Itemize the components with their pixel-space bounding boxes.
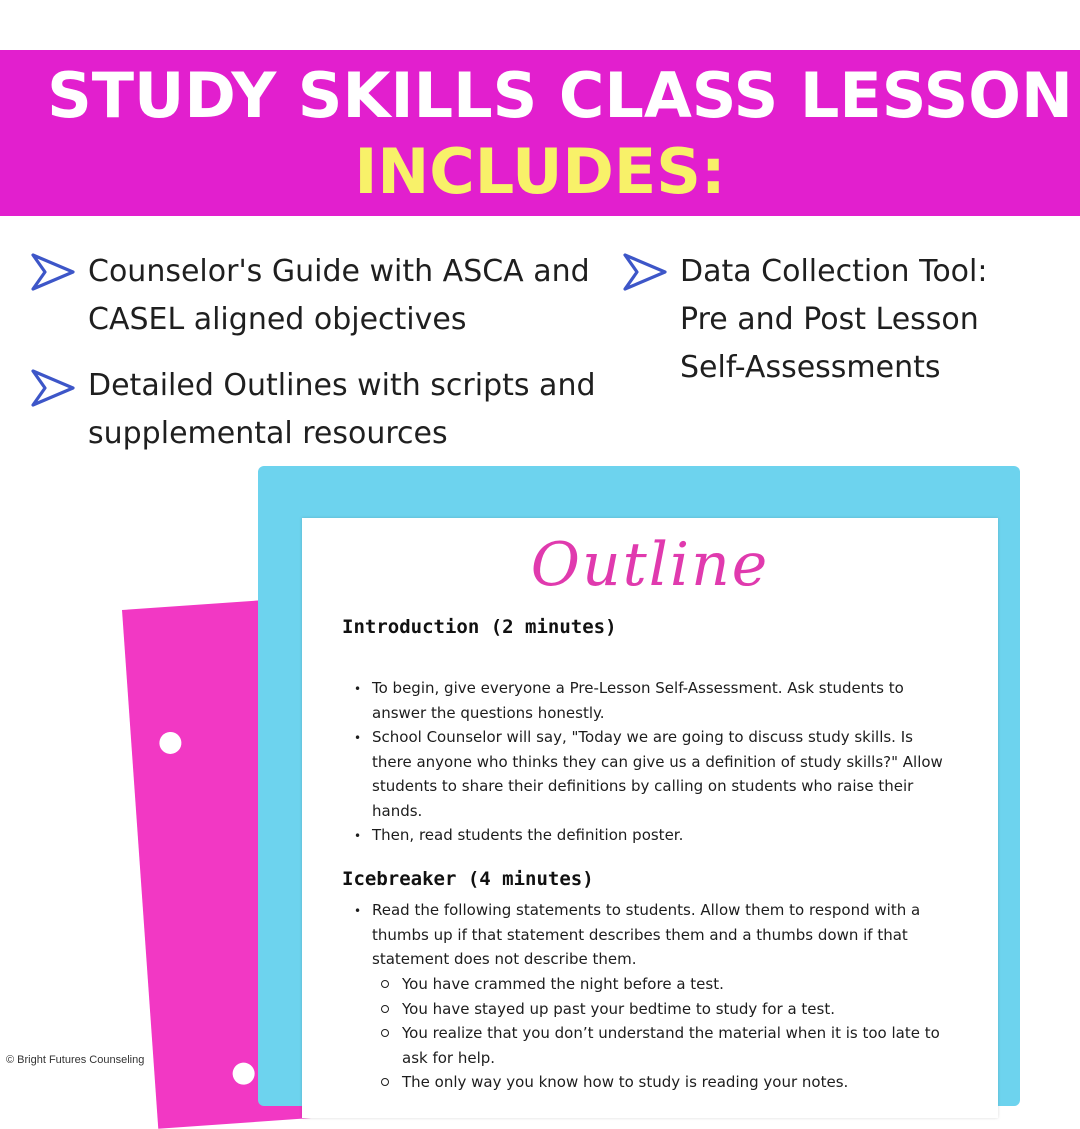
bullet-dot: • — [354, 731, 362, 745]
sub-bullet-circle — [381, 1029, 389, 1037]
binder-hole — [159, 731, 182, 754]
outline-document — [302, 518, 998, 1118]
chevron-arrow-icon — [622, 252, 668, 292]
doc-line: hands. — [372, 801, 423, 820]
feature-line: Self-Assessments — [680, 350, 941, 385]
section-heading-introduction: Introduction (2 minutes) — [342, 616, 617, 638]
sub-list-item — [402, 997, 835, 1022]
feature-line: Pre and Post Lesson — [680, 302, 979, 337]
list-item — [372, 823, 683, 848]
feature-line: Detailed Outlines with scripts and — [88, 368, 596, 403]
bullet-dot: • — [354, 904, 362, 918]
title-banner — [0, 50, 1080, 216]
bullet-dot: • — [354, 829, 362, 843]
feature-line: supplemental resources — [88, 416, 448, 451]
list-item — [372, 676, 904, 725]
doc-line: students to share their definitions by calling on students who raise their — [372, 777, 914, 795]
section-heading-icebreaker: Icebreaker (4 minutes) — [342, 868, 594, 890]
list-item — [372, 898, 920, 972]
document-title: Outline — [530, 530, 770, 600]
doc-line: To begin, give everyone a Pre-Lesson Self-Assessment. Ask students to — [372, 679, 904, 697]
feature-item-detailed-outlines — [88, 362, 596, 458]
feature-line: Counselor's Guide with ASCA and — [88, 254, 590, 289]
sub-list-item — [402, 1021, 940, 1070]
banner-title-line1: STUDY SKILLS CLASS LESSON — [47, 59, 1073, 132]
feature-line: CASEL aligned objectives — [88, 302, 467, 337]
doc-line: thumbs up if that statement describes them and a thumbs down if that — [372, 925, 908, 944]
sub-list-item — [402, 972, 724, 997]
doc-line: You realize that you don’t understand the material when it is too late to — [402, 1024, 940, 1042]
sub-bullet-circle — [381, 980, 389, 988]
feature-item-data-collection — [680, 248, 987, 392]
list-item — [372, 725, 943, 823]
doc-line: Then, read students the definition poster. — [372, 826, 684, 844]
doc-line: School Counselor will say, "Today we are going to discuss study skills. Is — [372, 728, 913, 746]
doc-line: You have crammed the night before a test. — [402, 975, 724, 993]
feature-item-counselors-guide — [88, 248, 590, 344]
chevron-arrow-icon — [30, 252, 76, 292]
doc-line: there anyone who thinks they can give us a definition of study skills?" Allow — [372, 752, 943, 771]
feature-line: Data Collection Tool: — [680, 254, 988, 289]
sub-list-item — [402, 1070, 848, 1095]
doc-line: Read the following statements to students. Allow them to respond with a — [372, 901, 921, 919]
doc-line: statement does not describe them. — [372, 950, 637, 968]
binder-hole — [232, 1062, 255, 1085]
doc-line: ask for help. — [402, 1048, 496, 1067]
doc-line: The only way you know how to study is reading your notes. — [402, 1073, 849, 1091]
doc-line: answer the questions honestly. — [372, 703, 605, 722]
bullet-dot: • — [354, 682, 362, 696]
doc-line: You have stayed up past your bedtime to study for a test. — [402, 1000, 836, 1018]
chevron-arrow-icon — [30, 368, 76, 408]
banner-title-line2: INCLUDES: — [354, 135, 726, 208]
sub-bullet-circle — [381, 1005, 389, 1013]
sub-bullet-circle — [381, 1078, 389, 1086]
copyright-text: © Bright Futures Counseling — [6, 1054, 145, 1066]
